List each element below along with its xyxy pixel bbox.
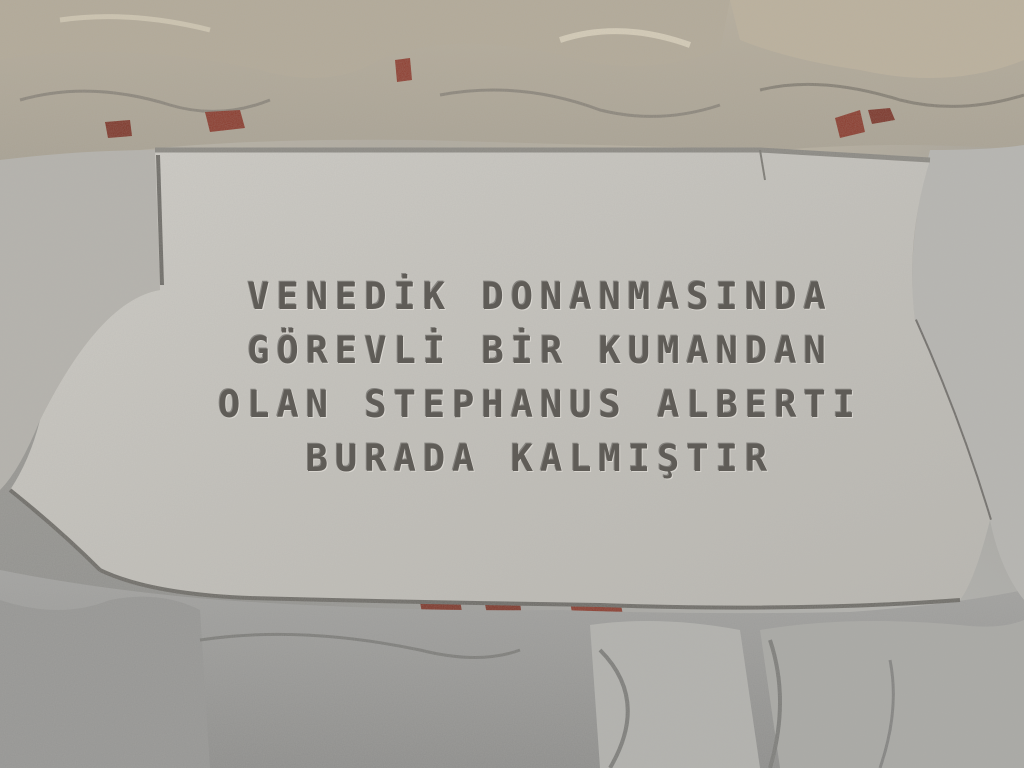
inscription-line-3: OLAN STEPHANUS ALBERTI <box>217 383 863 426</box>
plaque-inscription <box>180 270 900 486</box>
inscription-line-2: GÖREVLİ BİR KUMANDAN <box>247 329 833 372</box>
inscription-line-1: VENEDİK DONANMASINDA <box>247 275 833 318</box>
inscription-line-4: BURADA KALMIŞTIR <box>305 437 775 480</box>
